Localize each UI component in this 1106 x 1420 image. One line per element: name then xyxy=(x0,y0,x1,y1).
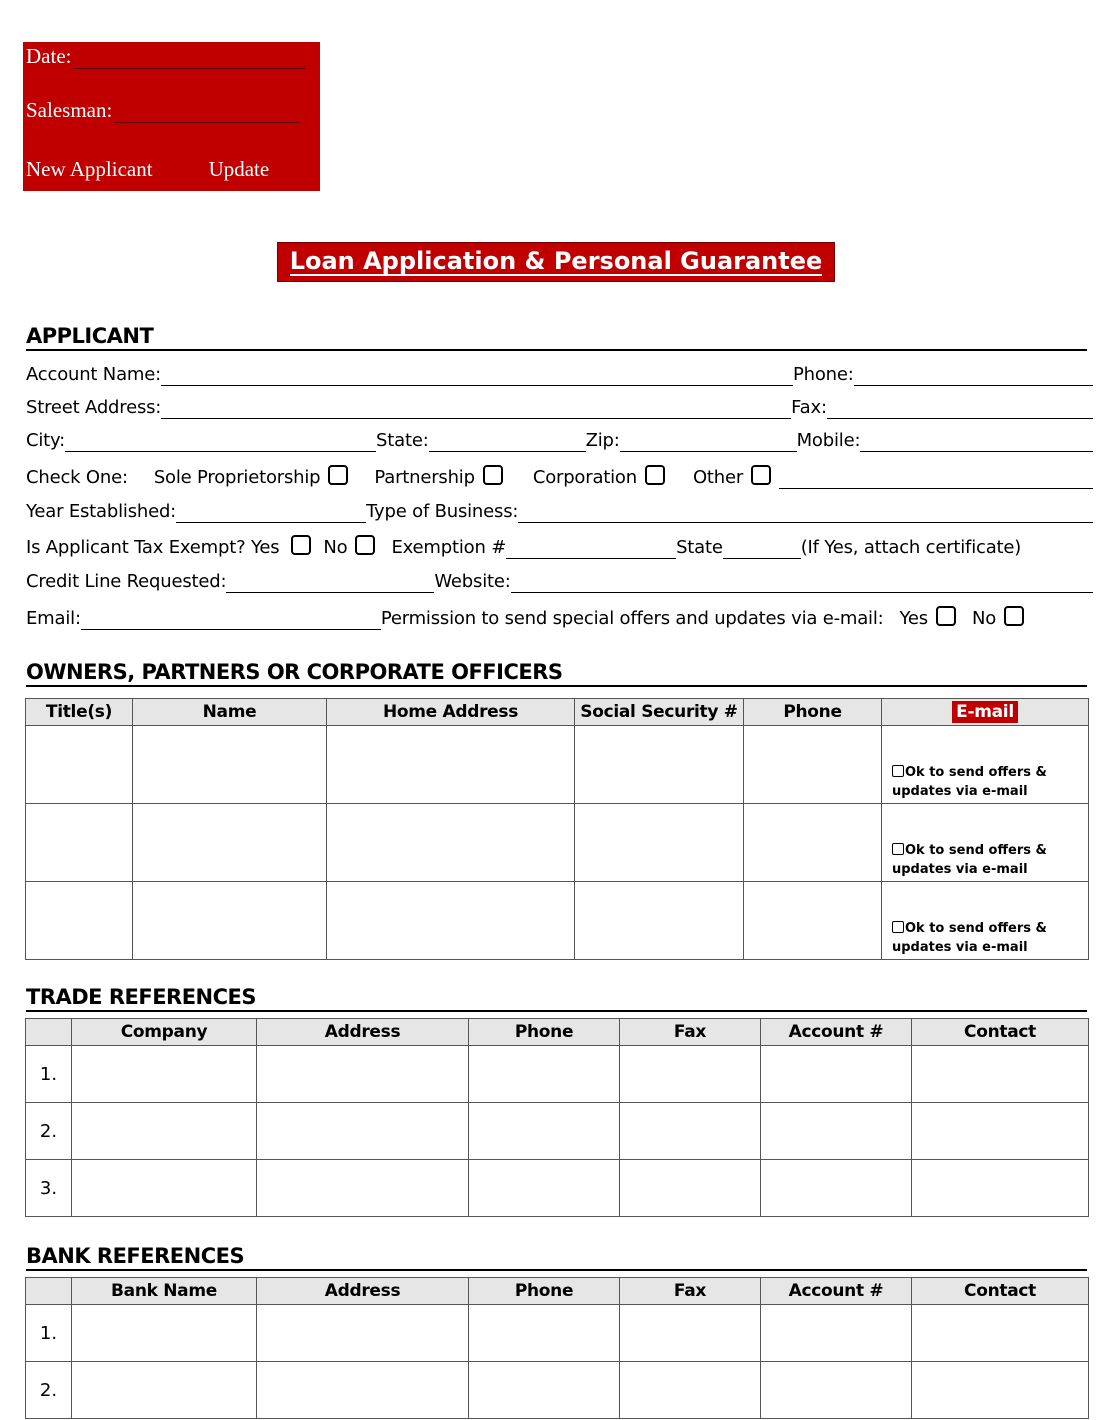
row-number: 2. xyxy=(26,1103,72,1160)
owner-name-cell[interactable] xyxy=(133,726,327,804)
trade-header-row xyxy=(26,1019,1089,1046)
owner-ssn-cell[interactable] xyxy=(575,804,744,882)
trade-contact-cell[interactable] xyxy=(912,1046,1089,1103)
owner-email-cell[interactable] xyxy=(882,726,1089,804)
phone-label: Phone: xyxy=(792,364,854,385)
trade-col-address: Address xyxy=(257,1019,469,1046)
trade-fax-cell[interactable] xyxy=(620,1046,761,1103)
new-applicant-option[interactable]: New Applicant xyxy=(26,157,153,181)
ok-to-send-label-2: updates via e-mail xyxy=(892,940,1028,955)
table-row xyxy=(26,882,1089,960)
trade-col-phone: Phone xyxy=(469,1019,620,1046)
zip-field[interactable] xyxy=(620,433,797,452)
table-row xyxy=(26,726,1089,804)
mobile-label: Mobile: xyxy=(796,430,861,451)
permission-no-label: No xyxy=(972,608,997,629)
bank-header-row xyxy=(26,1278,1089,1305)
exemption-state-label: State xyxy=(676,537,723,558)
check-one-row xyxy=(26,463,1093,489)
street-address-row xyxy=(26,393,1093,419)
permission-label: Permission to send special offers and updates via e-mail: xyxy=(380,608,884,629)
trade-col-company: Company xyxy=(72,1019,257,1046)
zip-label: Zip: xyxy=(585,430,620,451)
owners-col-title: Title(s) xyxy=(26,699,133,726)
owner-name-cell[interactable] xyxy=(133,882,327,960)
bank-account-cell[interactable] xyxy=(761,1305,912,1362)
trade-address-cell[interactable] xyxy=(257,1160,469,1217)
bank-account-cell[interactable] xyxy=(761,1362,912,1419)
street-address-field[interactable] xyxy=(161,400,791,419)
trade-account-cell[interactable] xyxy=(761,1046,912,1103)
bank-fax-cell[interactable] xyxy=(620,1305,761,1362)
bank-col-phone: Phone xyxy=(469,1278,620,1305)
trade-contact-cell[interactable] xyxy=(912,1103,1089,1160)
owners-col-ssn: Social Security # xyxy=(575,699,744,726)
corporation-checkbox[interactable] xyxy=(645,465,665,485)
bank-contact-cell[interactable] xyxy=(912,1362,1089,1419)
ok-to-send-checkbox[interactable] xyxy=(892,921,904,933)
fax-field[interactable] xyxy=(827,400,1093,419)
salesman-field[interactable] xyxy=(114,121,300,123)
row-number: 2. xyxy=(26,1362,72,1419)
bank-address-cell[interactable] xyxy=(257,1362,469,1419)
salesman-row xyxy=(26,98,300,123)
owner-phone-cell[interactable] xyxy=(744,882,882,960)
type-of-business-label: Type of Business: xyxy=(366,501,519,522)
date-row xyxy=(26,44,306,69)
row-number: 3. xyxy=(26,1160,72,1217)
trade-company-cell[interactable] xyxy=(72,1046,257,1103)
bank-phone-cell[interactable] xyxy=(469,1305,620,1362)
check-one-label: Check One: xyxy=(26,467,128,488)
ok-to-send-label: Ok to send offers & xyxy=(905,921,1047,936)
credit-line-label: Credit Line Requested: xyxy=(26,571,227,592)
mobile-field[interactable] xyxy=(860,433,1093,452)
tax-exempt-no-checkbox[interactable] xyxy=(355,535,375,555)
owners-col-email-label: E-mail xyxy=(952,701,1018,723)
bank-col-bank-name: Bank Name xyxy=(72,1278,257,1305)
owner-email-cell[interactable] xyxy=(882,804,1089,882)
owner-ssn-cell[interactable] xyxy=(575,726,744,804)
bank-name-cell[interactable] xyxy=(72,1305,257,1362)
trade-col-contact: Contact xyxy=(912,1019,1089,1046)
update-option[interactable]: Update xyxy=(208,157,270,181)
owners-header-row xyxy=(26,699,1089,726)
table-row xyxy=(26,1046,1089,1103)
street-address-label: Street Address: xyxy=(26,397,162,418)
bank-col-number xyxy=(26,1278,72,1305)
website-label: Website: xyxy=(434,571,511,592)
ok-to-send-label-2: updates via e-mail xyxy=(892,784,1028,799)
tax-exempt-no-label: No xyxy=(323,537,348,558)
owner-address-cell[interactable] xyxy=(327,804,575,882)
trade-account-cell[interactable] xyxy=(761,1103,912,1160)
bank-col-contact: Contact xyxy=(912,1278,1089,1305)
trade-fax-cell[interactable] xyxy=(620,1103,761,1160)
date-label: Date: xyxy=(26,44,72,68)
account-name-field[interactable] xyxy=(161,367,793,386)
city-label: City: xyxy=(26,430,66,451)
bank-contact-cell[interactable] xyxy=(912,1305,1089,1362)
ok-to-send-label-2: updates via e-mail xyxy=(892,862,1028,877)
type-of-business-field[interactable] xyxy=(518,504,1093,523)
email-field[interactable] xyxy=(81,611,381,630)
bank-name-cell[interactable] xyxy=(72,1362,257,1419)
page-title xyxy=(277,242,835,282)
owner-address-cell[interactable] xyxy=(327,726,575,804)
bank-fax-cell[interactable] xyxy=(620,1362,761,1419)
year-established-label: Year Established: xyxy=(26,501,177,522)
ok-to-send-checkbox[interactable] xyxy=(892,843,904,855)
credit-line-field[interactable] xyxy=(226,574,434,593)
ok-to-send-checkbox[interactable] xyxy=(892,765,904,777)
owners-heading: OWNERS, PARTNERS OR CORPORATE OFFICERS xyxy=(26,660,1087,687)
trade-phone-cell[interactable] xyxy=(469,1046,620,1103)
owners-col-phone: Phone xyxy=(744,699,882,726)
table-row xyxy=(26,1160,1089,1217)
owner-phone-cell[interactable] xyxy=(744,726,882,804)
year-established-field[interactable] xyxy=(176,504,366,523)
applicant-heading: APPLICANT xyxy=(26,324,1087,351)
info-box xyxy=(23,42,320,191)
other-label: Other xyxy=(692,467,744,488)
table-row xyxy=(26,804,1089,882)
exemption-field[interactable] xyxy=(506,540,676,559)
trade-address-cell[interactable] xyxy=(257,1103,469,1160)
trade-address-cell[interactable] xyxy=(257,1046,469,1103)
partnership-label: Partnership xyxy=(374,467,475,488)
owner-title-cell[interactable] xyxy=(26,726,133,804)
trade-references-table xyxy=(25,1018,1089,1217)
account-name-label: Account Name: xyxy=(26,364,161,385)
bank-phone-cell[interactable] xyxy=(469,1362,620,1419)
owner-phone-cell[interactable] xyxy=(744,804,882,882)
permission-no-checkbox[interactable] xyxy=(1004,606,1024,626)
year-established-row xyxy=(26,497,1093,523)
trade-phone-cell[interactable] xyxy=(469,1103,620,1160)
corporation-label: Corporation xyxy=(532,467,637,488)
owner-address-cell[interactable] xyxy=(327,882,575,960)
sole-proprietorship-label: Sole Proprietorship xyxy=(153,467,321,488)
sole-proprietorship-checkbox[interactable] xyxy=(328,465,348,485)
exemption-state-field[interactable] xyxy=(723,540,801,559)
trade-col-account: Account # xyxy=(761,1019,912,1046)
trade-phone-cell[interactable] xyxy=(469,1160,620,1217)
row-number: 1. xyxy=(26,1046,72,1103)
table-row xyxy=(26,1305,1089,1362)
applicant-type-row xyxy=(26,157,269,182)
permission-yes-label: Yes xyxy=(899,608,928,629)
other-field[interactable] xyxy=(779,470,1093,489)
bank-col-fax: Fax xyxy=(620,1278,761,1305)
state-label: State: xyxy=(376,430,429,451)
owner-name-cell[interactable] xyxy=(133,804,327,882)
bank-col-address: Address xyxy=(257,1278,469,1305)
trade-col-fax: Fax xyxy=(620,1019,761,1046)
exemption-label: Exemption # xyxy=(391,537,507,558)
owner-email-cell[interactable] xyxy=(882,882,1089,960)
owners-col-email xyxy=(882,699,1089,726)
table-row xyxy=(26,1362,1089,1419)
date-field[interactable] xyxy=(73,67,306,69)
ok-to-send-label: Ok to send offers & xyxy=(905,765,1047,780)
bank-references-heading: BANK REFERENCES xyxy=(26,1244,1087,1271)
row-number: 1. xyxy=(26,1305,72,1362)
trade-fax-cell[interactable] xyxy=(620,1160,761,1217)
trade-references-heading: TRADE REFERENCES xyxy=(26,985,1087,1012)
bank-address-cell[interactable] xyxy=(257,1305,469,1362)
phone-field[interactable] xyxy=(854,367,1093,386)
email-label: Email: xyxy=(26,608,81,629)
credit-line-row xyxy=(26,567,1093,593)
owner-title-cell[interactable] xyxy=(26,804,133,882)
owners-col-name: Name xyxy=(133,699,327,726)
page-title-text: Loan Application & Personal Guarantee xyxy=(289,247,823,275)
bank-col-account: Account # xyxy=(761,1278,912,1305)
tax-exempt-yes-checkbox[interactable] xyxy=(291,535,311,555)
salesman-label: Salesman: xyxy=(26,98,113,122)
trade-col-number xyxy=(26,1019,72,1046)
trade-account-cell[interactable] xyxy=(761,1160,912,1217)
ok-to-send-label: Ok to send offers & xyxy=(905,843,1047,858)
partnership-checkbox[interactable] xyxy=(483,465,503,485)
table-row xyxy=(26,1103,1089,1160)
city-row xyxy=(26,426,1093,452)
city-field[interactable] xyxy=(65,433,376,452)
email-row xyxy=(26,604,1093,630)
permission-yes-checkbox[interactable] xyxy=(936,606,956,626)
trade-company-cell[interactable] xyxy=(72,1103,257,1160)
owners-table xyxy=(25,698,1089,960)
fax-label: Fax: xyxy=(791,397,827,418)
owners-col-home-address: Home Address xyxy=(327,699,575,726)
account-name-row xyxy=(26,360,1093,386)
attach-certificate-note: (If Yes, attach certificate) xyxy=(800,537,1022,558)
state-field[interactable] xyxy=(429,433,586,452)
trade-company-cell[interactable] xyxy=(72,1160,257,1217)
other-checkbox[interactable] xyxy=(751,465,771,485)
tax-exempt-row xyxy=(26,533,1093,559)
tax-exempt-label: Is Applicant Tax Exempt? Yes xyxy=(26,537,280,558)
trade-contact-cell[interactable] xyxy=(912,1160,1089,1217)
owner-ssn-cell[interactable] xyxy=(575,882,744,960)
owner-title-cell[interactable] xyxy=(26,882,133,960)
website-field[interactable] xyxy=(511,574,1093,593)
bank-references-table xyxy=(25,1277,1089,1419)
